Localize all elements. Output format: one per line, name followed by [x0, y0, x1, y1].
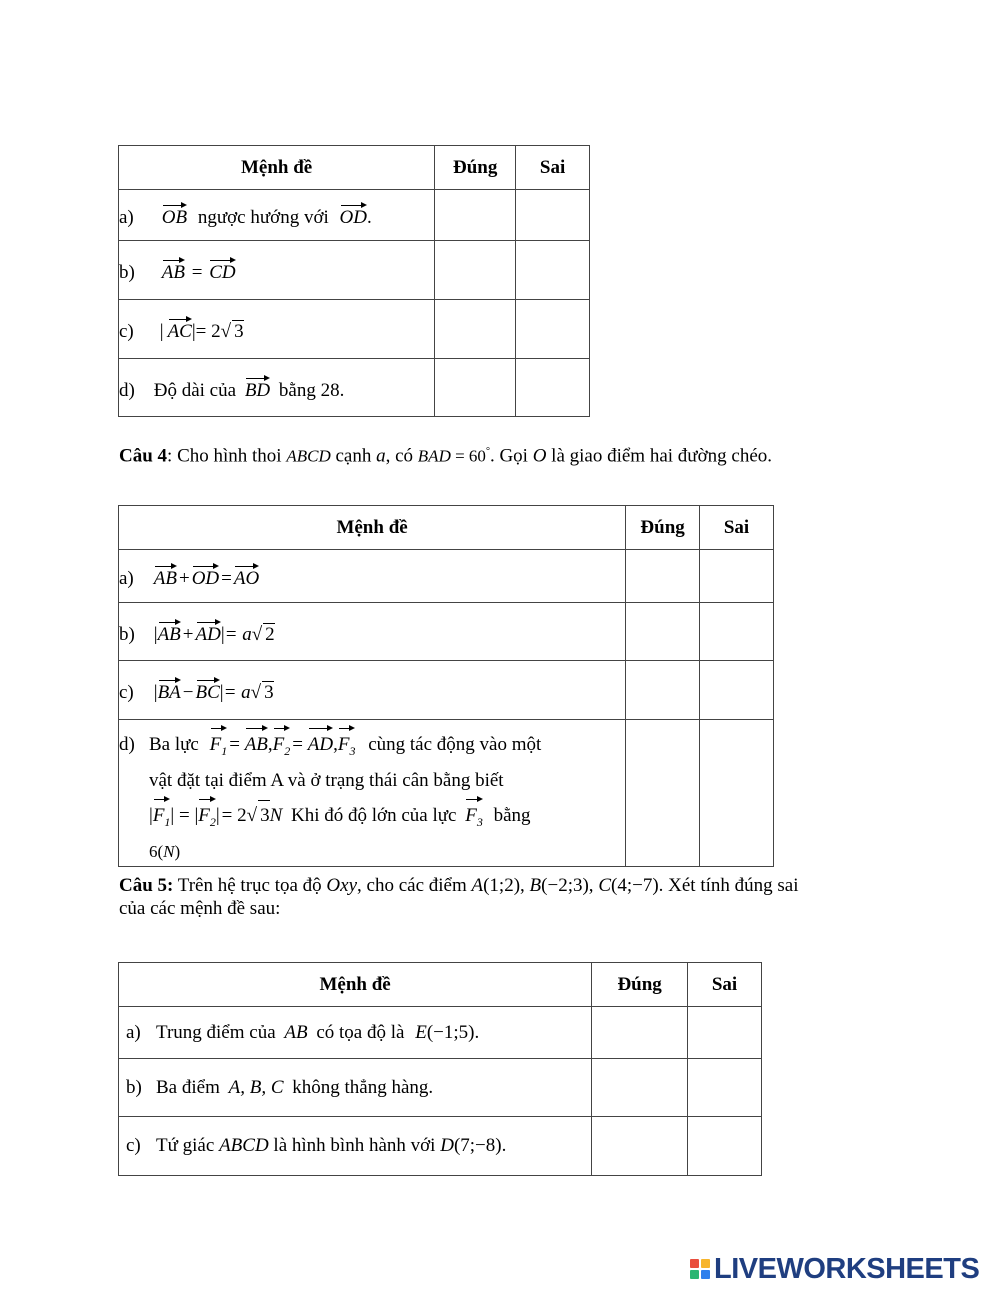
statement-cell: a) OB ngược hướng với OD.	[119, 190, 435, 241]
force-vector: $F_1$	[210, 724, 228, 766]
table-row	[119, 720, 774, 867]
logo-mark-icon	[690, 1259, 710, 1279]
table-row	[119, 359, 590, 417]
table-row	[119, 603, 774, 661]
false-checkbox[interactable]	[700, 603, 774, 661]
vector: AB	[245, 724, 268, 759]
table-row	[119, 661, 774, 720]
true-checkbox[interactable]	[626, 661, 700, 720]
statement-cell: b) Ba điểm A, B, C không thẳng hàng.	[119, 1059, 592, 1117]
statement-cell: c) | AC|= 2√ 3	[119, 300, 435, 359]
header-false: Sai	[700, 506, 774, 550]
table-row	[119, 241, 590, 300]
vector: BD	[245, 374, 270, 402]
question-5: Câu 5: Trên hệ trục tọa độ Oxy, cho các điểm A(1;2), B(−2;3), C(4;−7). Xét tính đúng sai của các mệnh đề sau:	[119, 875, 799, 919]
vector: CD	[209, 256, 235, 284]
table-row	[119, 190, 590, 241]
header-statement: Mệnh đề	[119, 146, 435, 190]
true-checkbox[interactable]	[626, 550, 700, 603]
header-true: Đúng	[435, 146, 516, 190]
true-checkbox[interactable]	[592, 1059, 688, 1117]
table-row	[119, 1117, 762, 1176]
false-checkbox[interactable]	[516, 300, 590, 359]
true-checkbox[interactable]	[435, 190, 516, 241]
false-checkbox[interactable]	[700, 550, 774, 603]
statement-cell: c) Tứ giác ABCD là hình bình hành với D(7;−8).	[119, 1117, 592, 1176]
vector: AB	[162, 256, 185, 284]
vector: OB	[162, 201, 187, 229]
vector: OD	[192, 562, 219, 590]
false-checkbox[interactable]	[516, 359, 590, 417]
header-statement: Mệnh đề	[119, 963, 592, 1007]
true-checkbox[interactable]	[592, 1007, 688, 1059]
true-checkbox[interactable]	[435, 241, 516, 300]
header-false: Sai	[688, 963, 762, 1007]
true-checkbox[interactable]	[626, 603, 700, 661]
table-row	[119, 300, 590, 359]
table-1	[118, 145, 590, 417]
true-checkbox[interactable]	[592, 1117, 688, 1176]
false-checkbox[interactable]	[688, 1007, 762, 1059]
force-vector: $F_2$	[273, 724, 291, 766]
false-checkbox[interactable]	[516, 190, 590, 241]
table-row	[119, 1059, 762, 1117]
vector: BA	[158, 676, 181, 704]
header-true: Đúng	[592, 963, 688, 1007]
vector: AD	[308, 724, 333, 759]
vector: AC	[168, 315, 192, 343]
vector: OD	[340, 201, 367, 229]
vector: AO	[234, 562, 259, 590]
statement-cell: d) Ba lực $F_1 = AB,F_2 = AD,F_3$ cùng tác động vào một vật đặt tại điểm A và ở trạng thái cân bằng biết $|F_1| = |F_2| = 2√$ 3N Khi đó độ lớn của lực $F_3$ bằng 6(N)	[119, 720, 626, 867]
force-vector: $F_2$	[198, 795, 216, 837]
vector: AB	[158, 618, 181, 646]
liveworksheets-logo	[690, 1253, 979, 1285]
table-3	[118, 962, 762, 1176]
table-2	[118, 505, 774, 867]
table-row	[119, 1007, 762, 1059]
statement-cell: a) AB + OD = AO	[119, 550, 626, 603]
false-checkbox[interactable]	[688, 1117, 762, 1176]
statement-cell: b) AB = CD	[119, 241, 435, 300]
header-true: Đúng	[626, 506, 700, 550]
false-checkbox[interactable]	[700, 661, 774, 720]
false-checkbox[interactable]	[700, 720, 774, 867]
vector: BC	[196, 676, 220, 704]
false-checkbox[interactable]	[516, 241, 590, 300]
force-vector: $F_3$	[338, 724, 356, 766]
statement-cell: a) Trung điểm của AB có tọa độ là E(−1;5).	[119, 1007, 592, 1059]
vector: AB	[154, 562, 177, 590]
force-vector: $F_1$	[153, 795, 171, 837]
statement-cell: b) |AB + AD|= a√ 2	[119, 603, 626, 661]
force-vector: $F_3$	[465, 795, 483, 837]
statement-cell: d) Độ dài của BD bằng 28.	[119, 359, 435, 417]
question-4: Câu 4: Cho hình thoi ABCD cạnh a, có BAD = 60°. Gọi O là giao điểm hai đường chéo.	[119, 445, 773, 467]
statement-cell: c) |BA − BC|= a√ 3	[119, 661, 626, 720]
true-checkbox[interactable]	[626, 720, 700, 867]
true-checkbox[interactable]	[435, 300, 516, 359]
header-statement: Mệnh đề	[119, 506, 626, 550]
table-row	[119, 550, 774, 603]
true-checkbox[interactable]	[435, 359, 516, 417]
false-checkbox[interactable]	[688, 1059, 762, 1117]
logo-text: LIVEWORKSHEETS	[714, 1252, 980, 1285]
vector: AD	[196, 618, 221, 646]
header-false: Sai	[516, 146, 590, 190]
